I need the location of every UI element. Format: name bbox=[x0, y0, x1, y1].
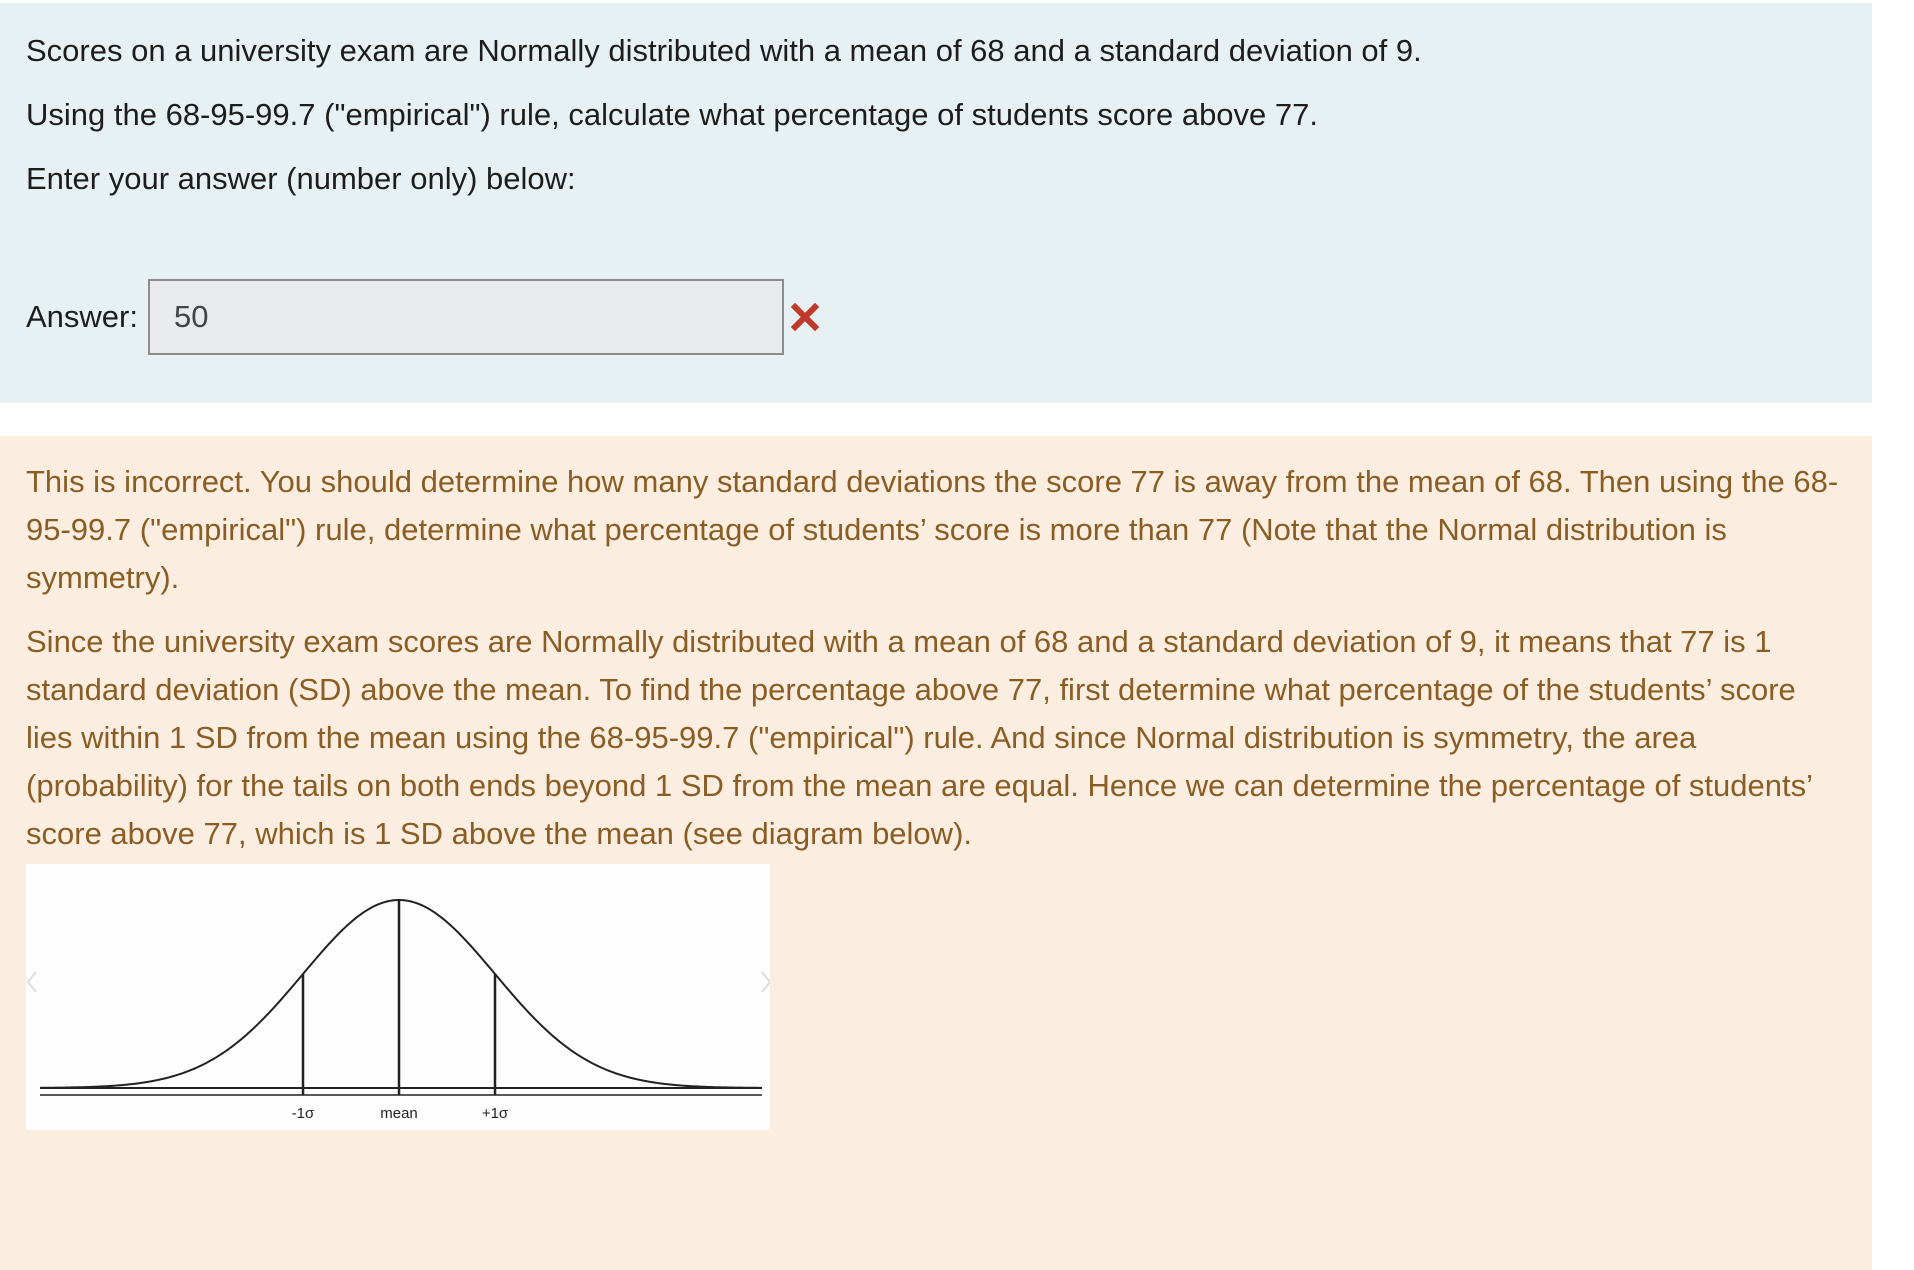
feedback-paragraph-1: This is incorrect. You should determine how many standard deviations the score 77 is away from the mean of 68. Then using the 68-95-99.7 ("empirical") rule, determine what percentage of students’ score is more than 77 (Note that the Normal distribution is symmetry). bbox=[26, 464, 1839, 595]
carousel-prev-arrow bbox=[28, 972, 36, 992]
question-panel bbox=[0, 3, 1872, 403]
feedback-paragraph-2: Since the university exam scores are Normally distributed with a mean of 68 and a standard deviation of 9, it means that 77 is 1 standard deviation (SD) above the mean. To find the percentage above 77, first determine what percentage of the students’ score lies within 1 SD from the mean using the 68-95-99.7 ("empirical") rule. And since Normal distribution is symmetry, the area (probability) for the tails on both ends beyond 1 SD from the mean are equal. Hence we can determine the percentage of students’ score above 77, which is 1 SD above the mean (see diagram below). bbox=[26, 624, 1812, 851]
bell-curve bbox=[40, 900, 762, 1088]
question-instruction: Enter your answer (number only) below: bbox=[26, 161, 576, 196]
carousel-next-arrow bbox=[762, 972, 770, 992]
incorrect-cross-icon bbox=[790, 302, 820, 332]
mean-label: mean bbox=[380, 1105, 418, 1122]
question-text-line2: Using the 68-95-99.7 ("empirical") rule, calculate what percentage of students score above 77. bbox=[26, 97, 1318, 132]
question-text-line1: Scores on a university exam are Normally distributed with a mean of 68 and a standard deviation of 9. bbox=[26, 33, 1422, 68]
normal-distribution-diagram bbox=[26, 864, 770, 1130]
feedback-panel bbox=[0, 436, 1872, 1270]
answer-label: Answer: bbox=[26, 299, 138, 334]
minus-one-sd-label: -1σ bbox=[291, 1105, 315, 1122]
answer-input[interactable] bbox=[148, 279, 784, 355]
plus-one-sd-label: +1σ bbox=[481, 1105, 509, 1122]
answer-row bbox=[26, 279, 820, 355]
